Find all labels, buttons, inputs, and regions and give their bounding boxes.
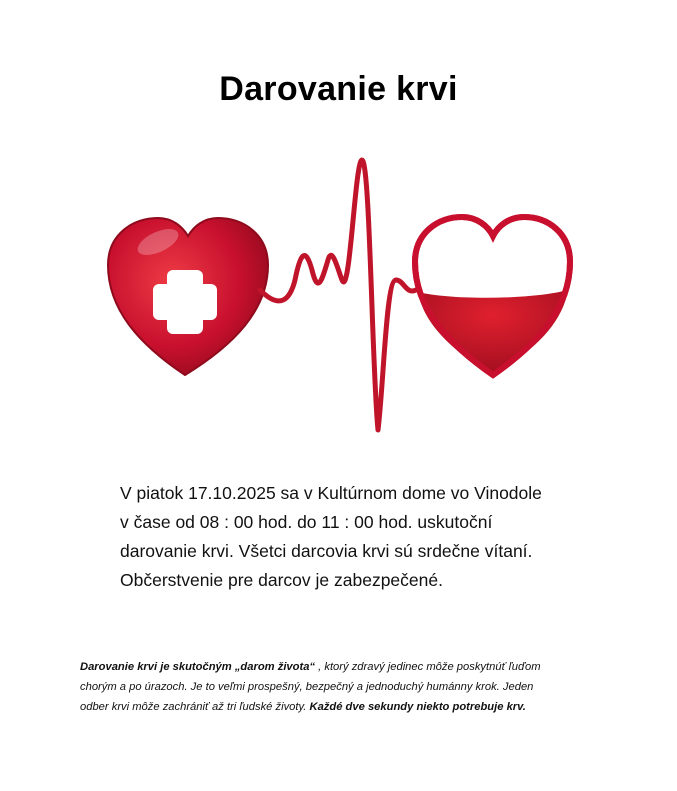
event-announcement: [120, 479, 620, 595]
footnote-line-1: [80, 657, 620, 677]
footnote-bold-end: Každé dve sekundy niekto potrebuje krv.: [309, 701, 526, 713]
footnote-line-2: chorým a po úrazoch. Je to veľmi prospešný, bezpečný a jednoduchý humánny krok. Jeden: [80, 681, 534, 693]
announcement-line-4: Občerstvenie pre darcov je zabezpečené.: [120, 570, 443, 590]
donation-info-note: [80, 657, 620, 717]
announcement-line-3: darovanie krvi. Všetci darcovia krvi sú srdečne vítaní.: [120, 541, 533, 561]
footnote-line-3: [80, 697, 620, 717]
announcement-line-1: V piatok 17.10.2025 sa v Kultúrnom dome vo Vinodole: [120, 483, 542, 503]
footnote-line-1-rest: , ktorý zdravý jedinec môže poskytnúť ľuďom: [315, 661, 541, 673]
footnote-bold-intro: Darovanie krvi je skutočným „darom života“: [80, 661, 316, 673]
heartbeat-two-hearts-icon: [100, 130, 600, 460]
first-aid-heart-icon: [108, 218, 268, 375]
blood-heart-icon: [415, 217, 570, 375]
footnote-line-3-start: odber krvi môže zachrániť až tri ľudské životy.: [80, 701, 310, 713]
heartbeat-line: [260, 160, 416, 430]
page-title: Darovanie krvi: [219, 70, 458, 108]
announcement-line-2: v čase od 08 : 00 hod. do 11 : 00 hod. uskutoční: [120, 512, 493, 532]
